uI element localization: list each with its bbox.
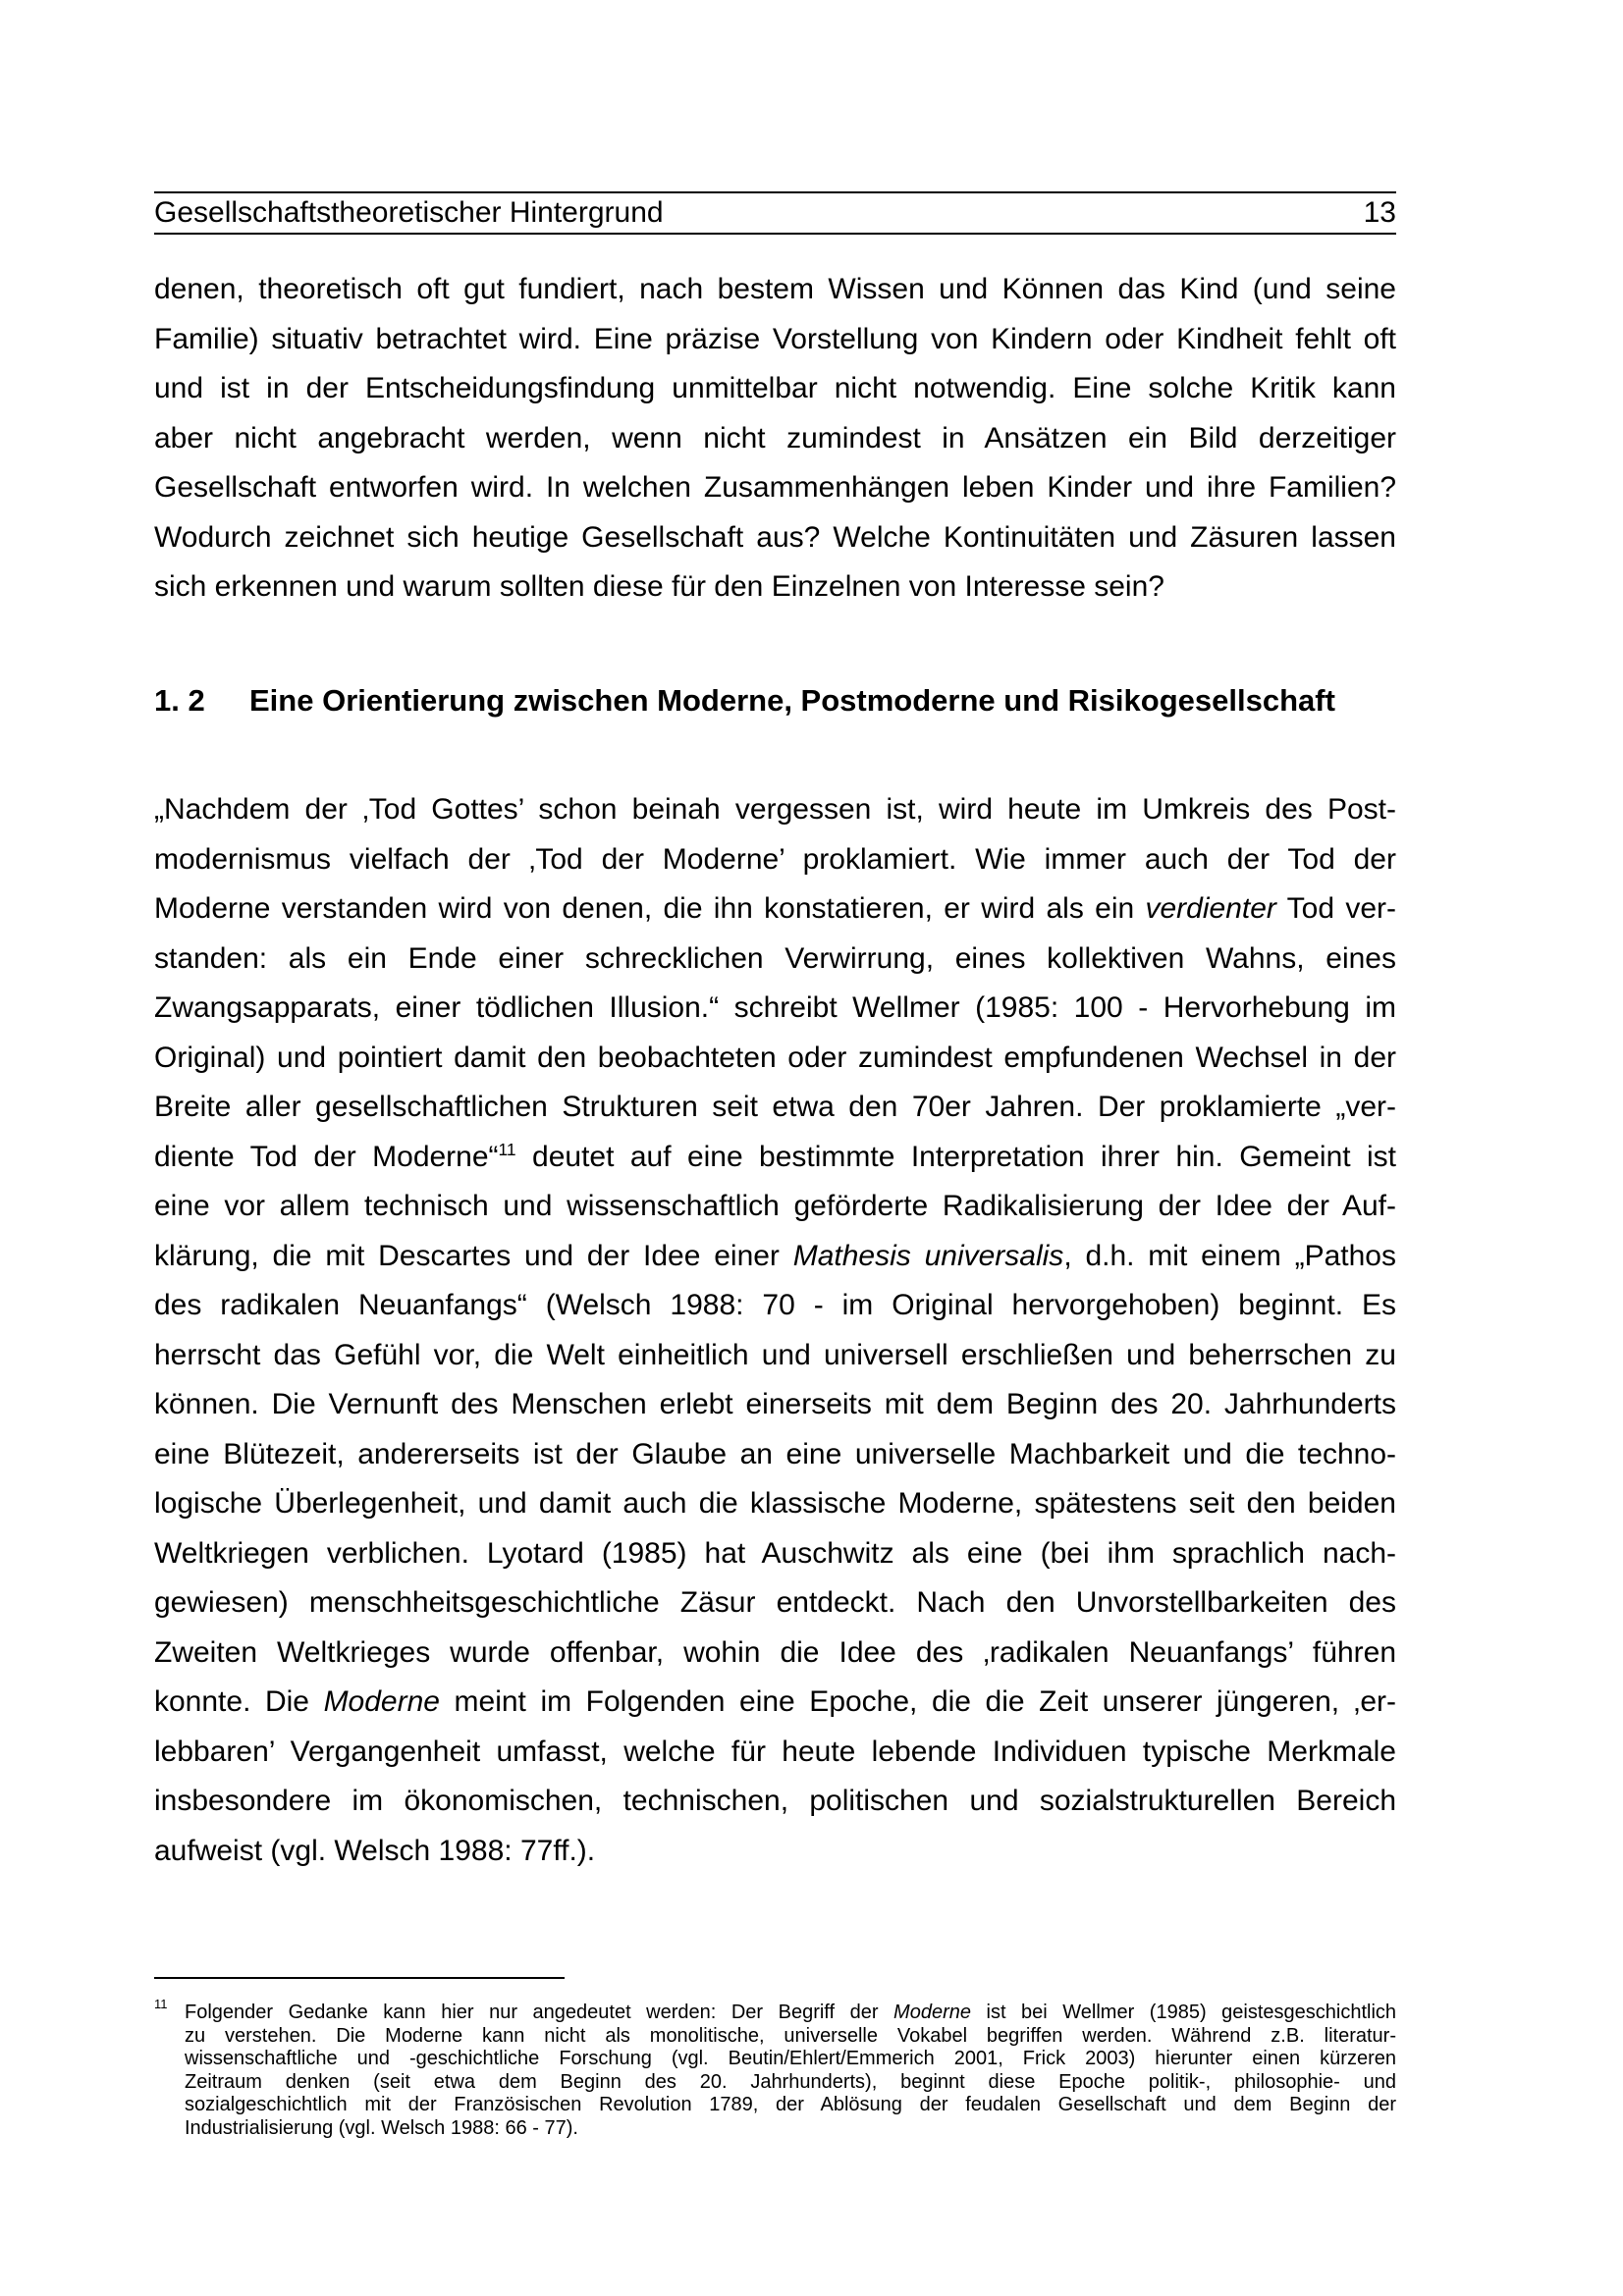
text-line: Zweiten Weltkrieges wurde offenbar, wohin die Idee des ‚radikalen Neuanfangs’ führen — [154, 1635, 1396, 1669]
text-line: Zeitraum denken (seit etwa dem Beginn des 20. Jahrhunderts), beginnt diese Epoche politik-, philosophie- und — [185, 2070, 1396, 2093]
text-line: Wodurch zeichnet sich heutige Gesellschaft aus? Welche Kontinuitäten und Zäsuren lassen — [154, 520, 1396, 554]
text-line: Breite aller gesellschaftlichen Strukturen seit etwa den 70er Jahren. Der proklamierte „ver- — [154, 1091, 1396, 1123]
text-line: Moderne verstanden wird von denen, die ihn konstatieren, er wird als ein verdienter Tod ver- — [154, 892, 1397, 925]
text-line: lebbaren’ Vergangenheit umfasst, welche für heute lebende Individuen typische Merkmale — [154, 1735, 1396, 1768]
text-line: eine Blütezeit, andererseits ist der Glaube an eine universelle Machbarkeit und die techno- — [154, 1437, 1396, 1470]
text-line: klärung, die mit Descartes und der Idee einer Mathesis universalis, d.h. mit einem „Pathos — [154, 1239, 1396, 1272]
text-line: standen: als ein Ende einer schrecklichen Verwirrung, eines kollektiven Wahns, eines — [154, 941, 1396, 975]
section-heading — [154, 683, 1396, 719]
text-line: sozialgeschichtlich mit der Französischen Revolution 1789, der Ablösung der feudalen Gesellschaft und dem Beginn der — [185, 2094, 1396, 2115]
text-line: insbesondere im ökonomischen, technischen, politischen und sozialstrukturellen Bereich — [154, 1785, 1396, 1817]
text-line: Familie) situativ betrachtet wird. Eine präzise Vorstellung von Kindern oder Kindheit fehlt oft — [154, 322, 1396, 355]
text-line: modernismus vielfach der ‚Tod der Moderne’ proklamiert. Wie immer auch der Tod der — [154, 842, 1396, 876]
text-line: konnte. Die Moderne meint im Folgenden eine Epoche, die die Zeit unserer jüngeren, ‚er- — [154, 1685, 1397, 1718]
text-line: denen, theoretisch oft gut fundiert, nach bestem Wissen und Können das Kind (und seine — [154, 273, 1396, 305]
text-line: Zwangsapparats, einer tödlichen Illusion.“ schreibt Wellmer (1985: 100 - Hervorhebung im — [154, 991, 1396, 1024]
text-line: herrscht das Gefühl vor, die Welt einheitlich und universell erschließen und beherrschen zu — [154, 1338, 1396, 1371]
running-header — [154, 191, 1396, 235]
text-line: diente Tod der Moderne“$^{11}$ deutet auf eine bestimmte Interpretation ihrer hin. Gemeint ist — [154, 1139, 1396, 1173]
text-line: zu verstehen. Die Moderne kann nicht als monolitische, universelle Vokabel begriffen werden. Während z.B. literatur- — [185, 2024, 1396, 2047]
running-header-title: Gesellschaftstheoretischer Hintergrund — [154, 196, 664, 229]
paragraph-2 — [154, 785, 1396, 1876]
section-heading-number: 1. 2 — [154, 683, 205, 718]
text-line: und ist in der Entscheidungsfindung unmittelbar nicht notwendig. Eine solche Kritik kann — [154, 372, 1396, 404]
footnote-text — [185, 2002, 1396, 2140]
paragraph-1 — [154, 265, 1396, 613]
footnote-marker: 11 — [154, 1997, 168, 2011]
footnote — [154, 1997, 1397, 2140]
text-line: Industrialisierung (vgl. Welsch 1988: 66 - 77). — [185, 2116, 578, 2139]
text-line: des radikalen Neuanfangs“ (Welsch 1988: 70 - im Original hervorgehoben) beginnt. Es — [154, 1289, 1396, 1321]
text-line: Gesellschaft entworfen wird. In welchen Zusammenhängen leben Kinder und ihre Familien? — [154, 471, 1396, 504]
text-line: wissenschaftliche und -geschichtliche Forschung (vgl. Beutin/Ehlert/Emmerich 2001, Frick 2003) hierunter einen kürzeren — [185, 2048, 1396, 2069]
text-line: aufweist (vgl. Welsch 1988: 77ff.). — [154, 1834, 596, 1867]
text-line: sich erkennen und warum sollten diese für den Einzelnen von Interesse sein? — [154, 570, 1164, 603]
text-line: können. Die Vernunft des Menschen erlebt einerseits mit dem Beginn des 20. Jahrhunderts — [154, 1388, 1396, 1420]
footnote-separator-rule — [154, 1977, 565, 1979]
text-line: aber nicht angebracht werden, wenn nicht zumindest in Ansätzen ein Bild derzeitiger — [154, 421, 1396, 454]
text-line: Folgender Gedanke kann hier nur angedeutet werden: Der Begriff der Moderne ist bei Wellmer (1985) geistesgeschichtlich — [185, 2002, 1397, 2023]
text-line: logische Überlegenheit, und damit auch die klassische Moderne, spätestens seit den beiden — [154, 1487, 1396, 1520]
text-line: gewiesen) menschheitsgeschichtliche Zäsur entdeckt. Nach den Unvorstellbarkeiten des — [154, 1586, 1396, 1619]
page-number: 13 — [1363, 196, 1396, 229]
text-line: „Nachdem der ‚Tod Gottes’ schon beinah vergessen ist, wird heute im Umkreis des Post- — [154, 793, 1396, 826]
text-line: eine vor allem technisch und wissenschaftlich geförderte Radikalisierung der Idee der Auf- — [154, 1190, 1396, 1222]
text-line: Original) und pointiert damit den beobachteten oder zumindest empfundenen Wechsel in der — [154, 1041, 1396, 1074]
text-line: Weltkriegen verblichen. Lyotard (1985) hat Auschwitz als eine (bei ihm sprachlich nach- — [154, 1536, 1396, 1570]
section-heading-text: Eine Orientierung zwischen Moderne, Postmoderne und Risikogesellschaft — [249, 683, 1335, 718]
